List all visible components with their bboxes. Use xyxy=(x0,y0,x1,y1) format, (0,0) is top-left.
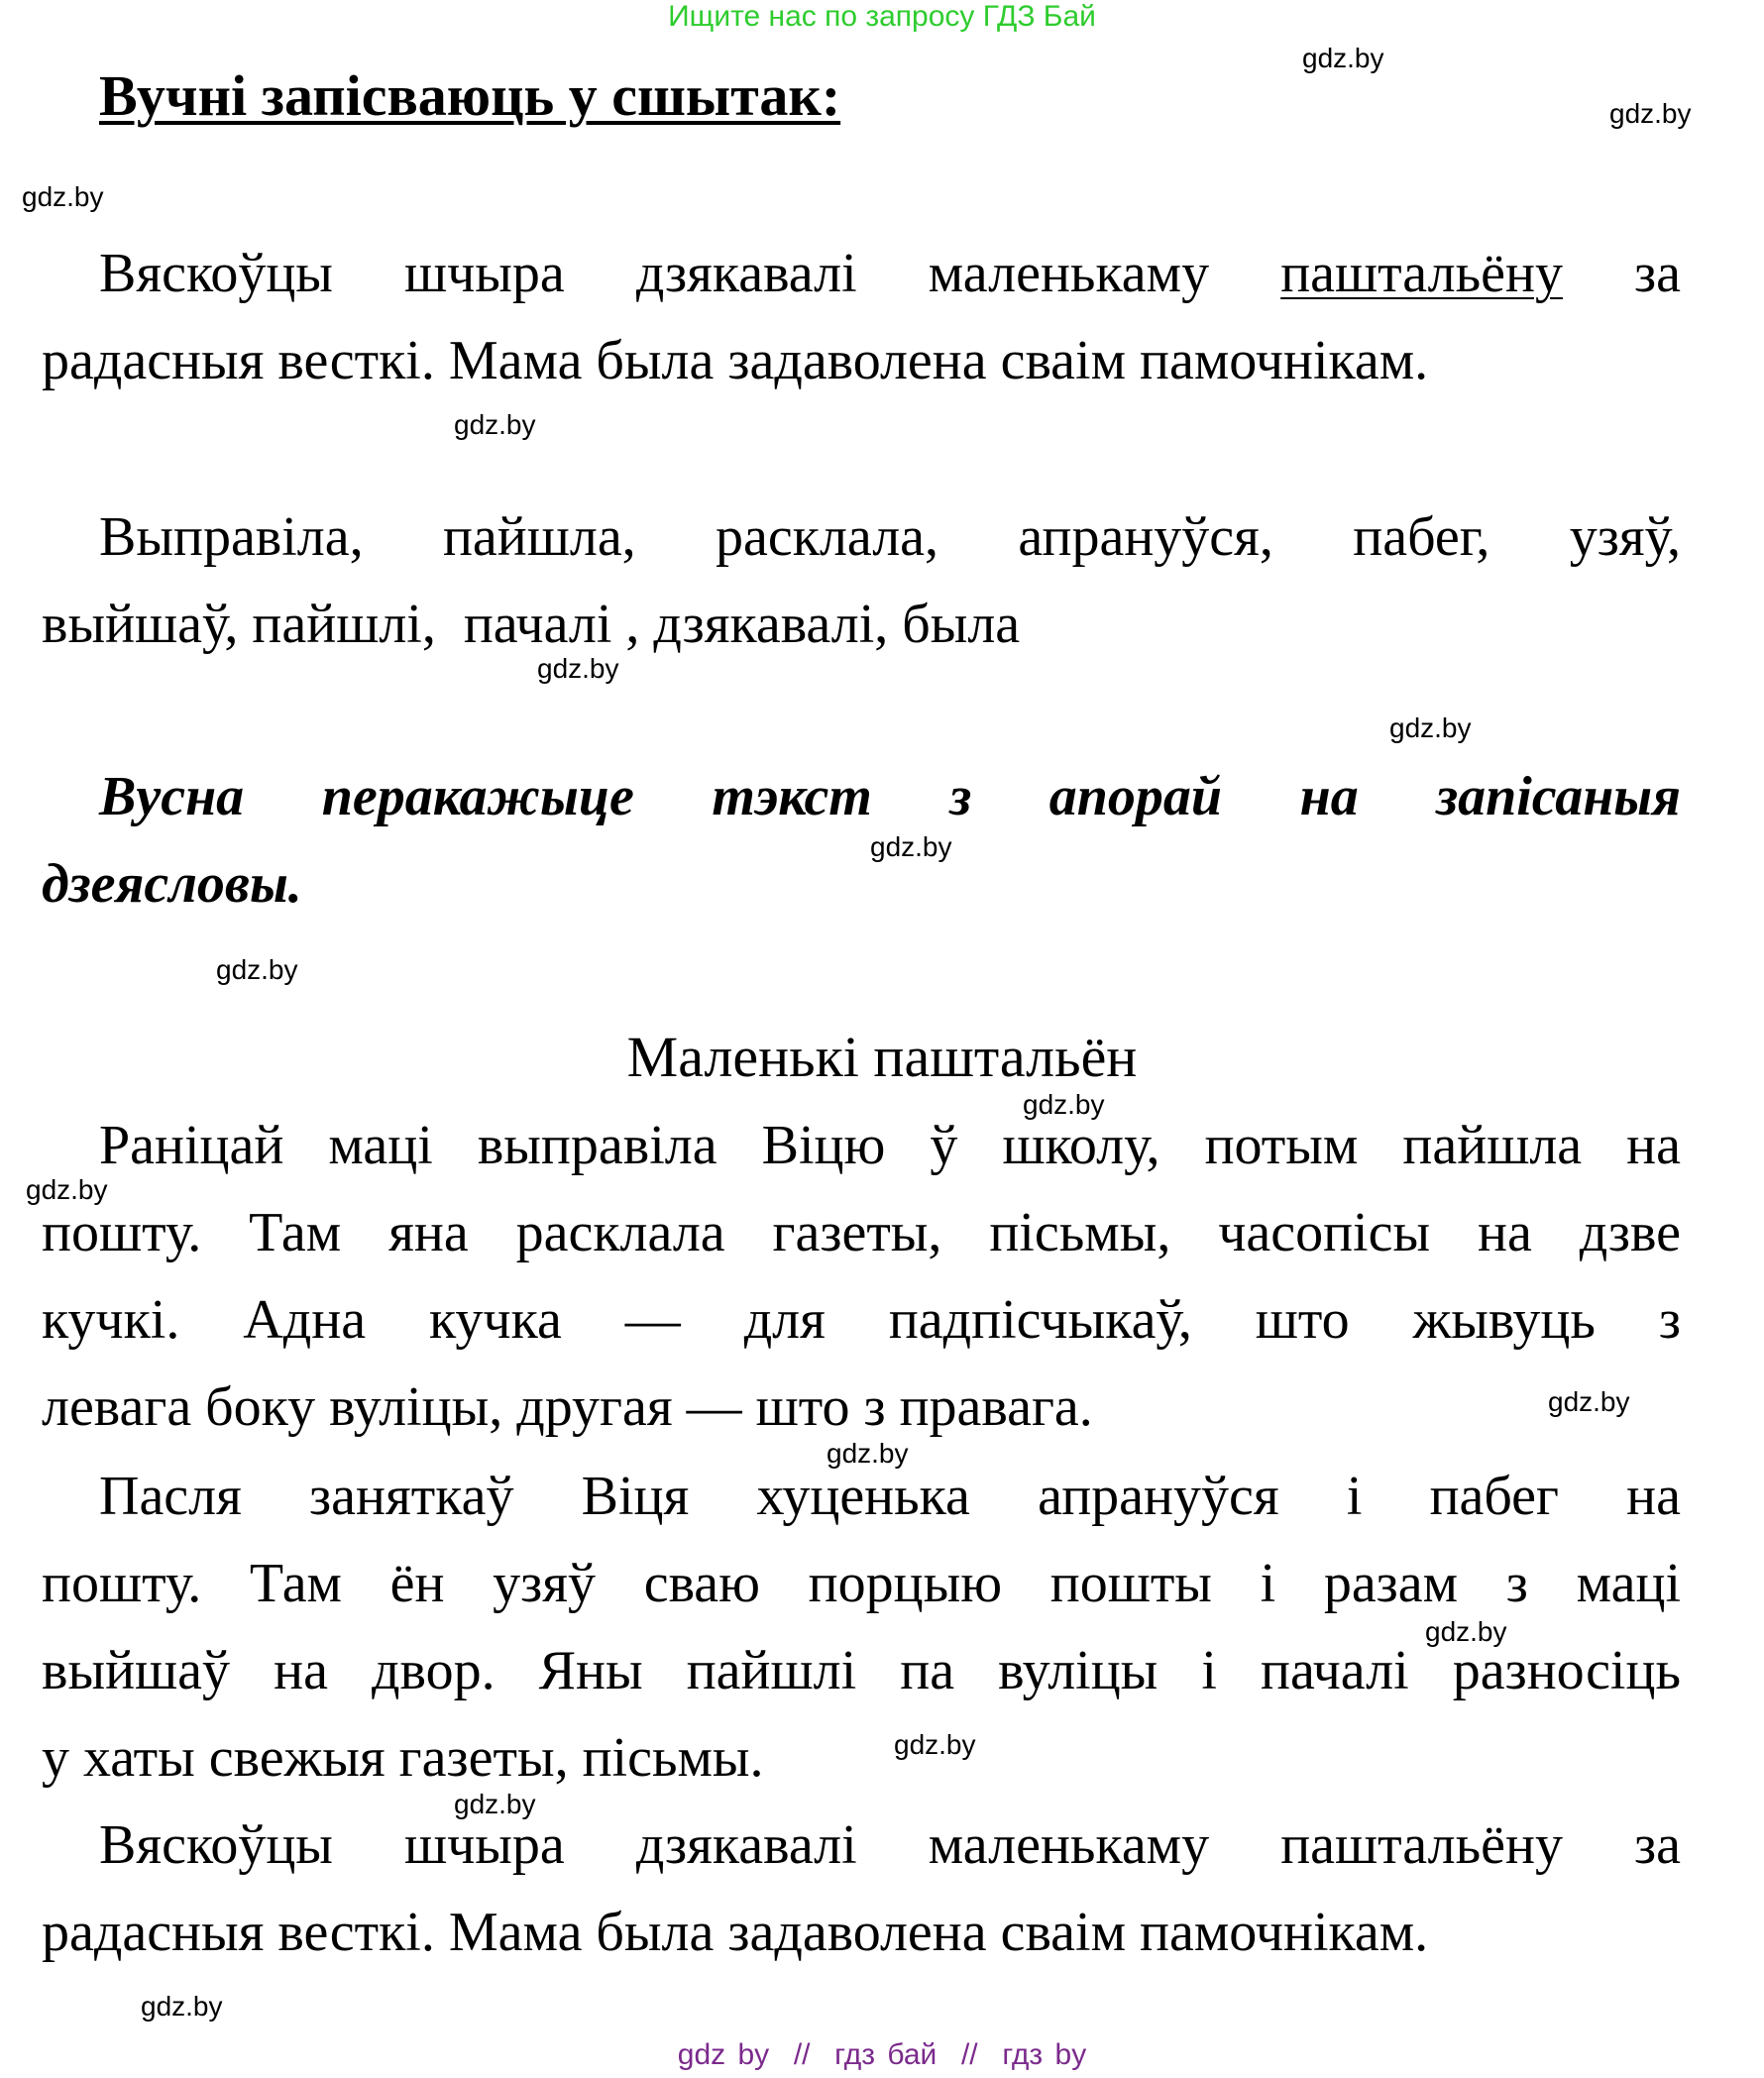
story-p1-line: пошту. Там яна расклала газеты, пісьмы, часопісы на дзве xyxy=(42,1202,1681,1263)
story-p2-line: Пасля заняткаў Віця хуценька апрануўся і пабег на xyxy=(99,1466,1681,1527)
footer-links: gdz by // гдз бай // гдз by xyxy=(677,2038,1087,2071)
watermark: gdz.by xyxy=(870,831,952,862)
block1-line-2: радасныя весткі. Мама была задаволена сваім памочнікам. xyxy=(42,330,1429,391)
watermark: gdz.by xyxy=(537,653,619,684)
watermark: gdz.by xyxy=(22,181,104,212)
watermark: gdz.by xyxy=(1548,1386,1630,1417)
story-paragraph-3 xyxy=(42,1802,1681,1976)
watermark: gdz.by xyxy=(1389,712,1472,743)
story-p1-line: Раніцай маці выправіла Віцю ў школу, потым пайшла на xyxy=(99,1115,1681,1176)
story-title: Маленькі паштальён xyxy=(626,1025,1138,1089)
task-line-1: Вусна перакажыце тэкст з апорай на запісаныя xyxy=(99,766,1681,827)
watermark: gdz.by xyxy=(1023,1089,1105,1120)
block1-paragraph xyxy=(42,230,1681,404)
heading: Вучні запісваюць у сшытак: xyxy=(99,63,841,128)
watermark: gdz.by xyxy=(1302,43,1384,73)
verbs-list xyxy=(42,493,1681,668)
block1-line-1: Вяскоўцы шчыра дзякавалі маленькаму паштальёну за xyxy=(99,243,1682,304)
watermark: gdz.by xyxy=(894,1729,976,1760)
watermark: gdz.by xyxy=(827,1438,909,1469)
watermark: gdz.by xyxy=(454,409,536,440)
watermark: gdz.by xyxy=(216,954,298,985)
watermark: gdz.by xyxy=(1609,98,1692,129)
story-p1-line: левага боку вуліцы, другая — што з правага. xyxy=(42,1376,1093,1438)
verbs-line-2: выйшаў, пайшлі, пачалі , дзякавалі, была xyxy=(42,594,1021,655)
task-line-2: дзеясловы. xyxy=(42,853,302,915)
watermark: gdz.by xyxy=(1425,1616,1507,1647)
story-p2-line: пошту. Там ён узяў сваю порцыю пошты і разам з маці xyxy=(42,1553,1681,1614)
verbs-line-1: Выправіла, пайшла, расклала, апрануўся, пабег, узяў, xyxy=(99,506,1681,568)
story-p2-line: у хаты свежыя газеты, пісьмы. xyxy=(42,1727,764,1789)
story-p2-line: выйшаў на двор. Яны пайшлі па вуліцы і пачалі разносіць xyxy=(42,1640,1681,1701)
story-p3-line: Вяскоўцы шчыра дзякавалі маленькаму паштальёну за xyxy=(99,1814,1681,1876)
story-p3-line: радасныя весткі. Мама была задаволена сваім памочнікам. xyxy=(42,1902,1429,1963)
task-text xyxy=(42,753,1681,928)
story-paragraph-1 xyxy=(42,1102,1681,1451)
top-banner: Ищите нас по запросу ГДЗ Бай xyxy=(668,0,1096,33)
watermark: gdz.by xyxy=(26,1174,108,1205)
underlined-word: паштальёну xyxy=(1280,243,1563,304)
story-p1-line: кучкі. Адна кучка — для падпісчыкаў, што жывуць з xyxy=(42,1289,1681,1351)
watermark: gdz.by xyxy=(454,1789,536,1819)
watermark: gdz.by xyxy=(141,1991,223,2022)
